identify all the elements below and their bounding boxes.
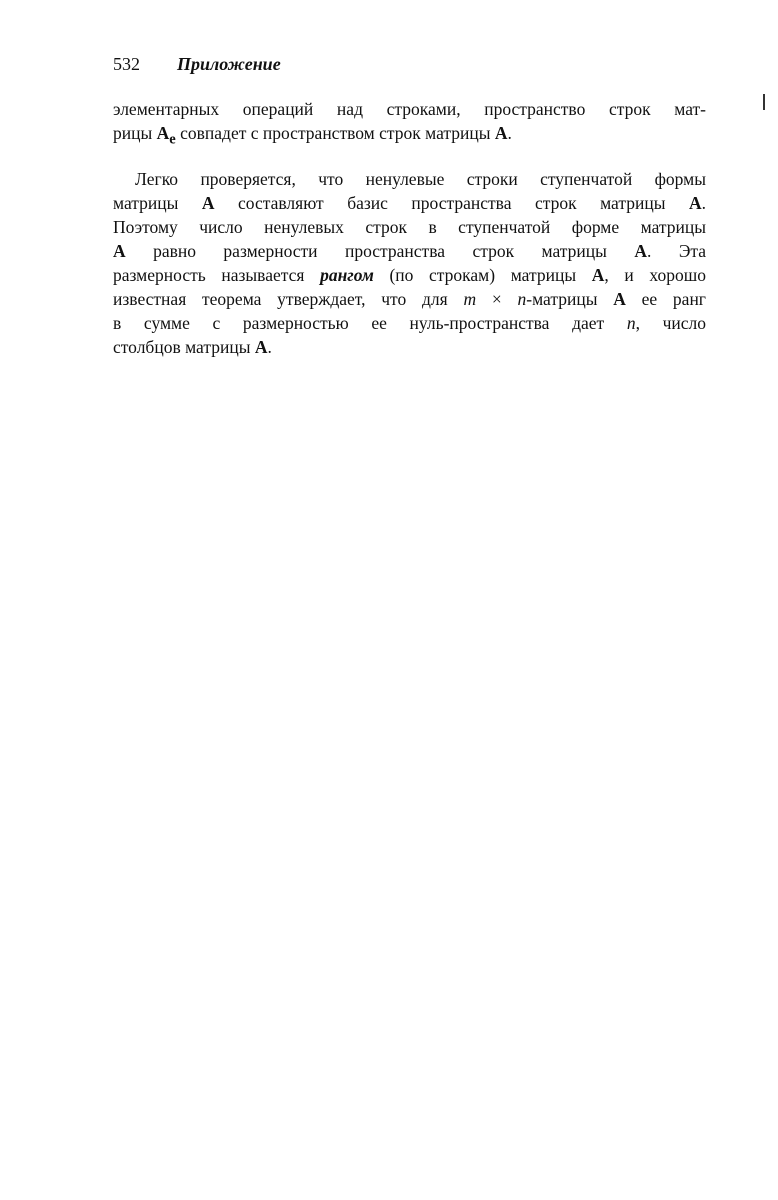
matrix-symbol: A: [113, 241, 126, 261]
text-run: в сумме с размерностью ее нуль-пространства дает: [113, 313, 627, 333]
text-line: [113, 191, 706, 215]
text-run: -матрицы: [526, 289, 614, 309]
paragraph-1: [113, 97, 706, 148]
text-run: совпадет с пространством строк матрицы: [175, 123, 495, 143]
matrix-symbol: A: [494, 123, 508, 143]
matrix-symbol: A: [688, 193, 702, 213]
text-run: равно размерности пространства строк матрицы: [125, 241, 635, 261]
math-variable: n: [626, 313, 636, 333]
text-line: [113, 239, 706, 263]
text-run: ее ранг: [625, 289, 706, 309]
text-run: . Эта: [647, 241, 707, 261]
matrix-symbol: A: [591, 265, 605, 285]
matrix-subscript: e: [169, 131, 176, 148]
text-line: элементарных операций над строками, пространство строк мат-: [113, 99, 706, 119]
math-variable: n: [517, 289, 527, 309]
page-header: [113, 52, 281, 76]
paragraph-gap: [113, 145, 706, 167]
text-run: .: [701, 193, 706, 213]
running-title: Приложение: [177, 54, 281, 74]
matrix-symbol: A: [156, 123, 170, 143]
matrix-symbol: A: [201, 193, 215, 213]
text-run: .: [507, 123, 512, 143]
text-run: размерность называется: [113, 265, 321, 285]
text-run: столбцов матрицы: [113, 337, 255, 357]
paragraph-2: [113, 167, 706, 359]
body-text: [113, 97, 706, 359]
term-rank: рангом: [320, 265, 374, 285]
matrix-symbol: A: [634, 241, 647, 261]
text-line: [113, 311, 706, 335]
math-variable: m: [463, 289, 477, 309]
text-run: известная теорема утверждает, что для: [113, 289, 464, 309]
text-run: .: [267, 337, 272, 357]
text-run: (по строкам) матрицы: [373, 265, 592, 285]
text-line: [113, 287, 706, 311]
text-run: , число: [635, 313, 706, 333]
text-line: Поэтому число ненулевых строк в ступенчатой форме матрицы: [113, 217, 706, 237]
text-run: , и хорошо: [604, 265, 706, 285]
margin-mark: [763, 94, 765, 110]
text-run: матрицы: [113, 193, 202, 213]
matrix-symbol: A: [254, 337, 268, 357]
text-line: [113, 335, 706, 359]
text-run: рицы: [113, 123, 157, 143]
page-number: 532: [113, 54, 140, 74]
text-line: [113, 121, 706, 148]
text-line: Легко проверяется, что ненулевые строки ступенчатой формы: [135, 169, 706, 189]
matrix-symbol: A: [613, 289, 626, 309]
math-operator: ×: [476, 289, 518, 309]
text-line: [113, 263, 706, 287]
text-run: составляют базис пространства строк матрицы: [214, 193, 689, 213]
